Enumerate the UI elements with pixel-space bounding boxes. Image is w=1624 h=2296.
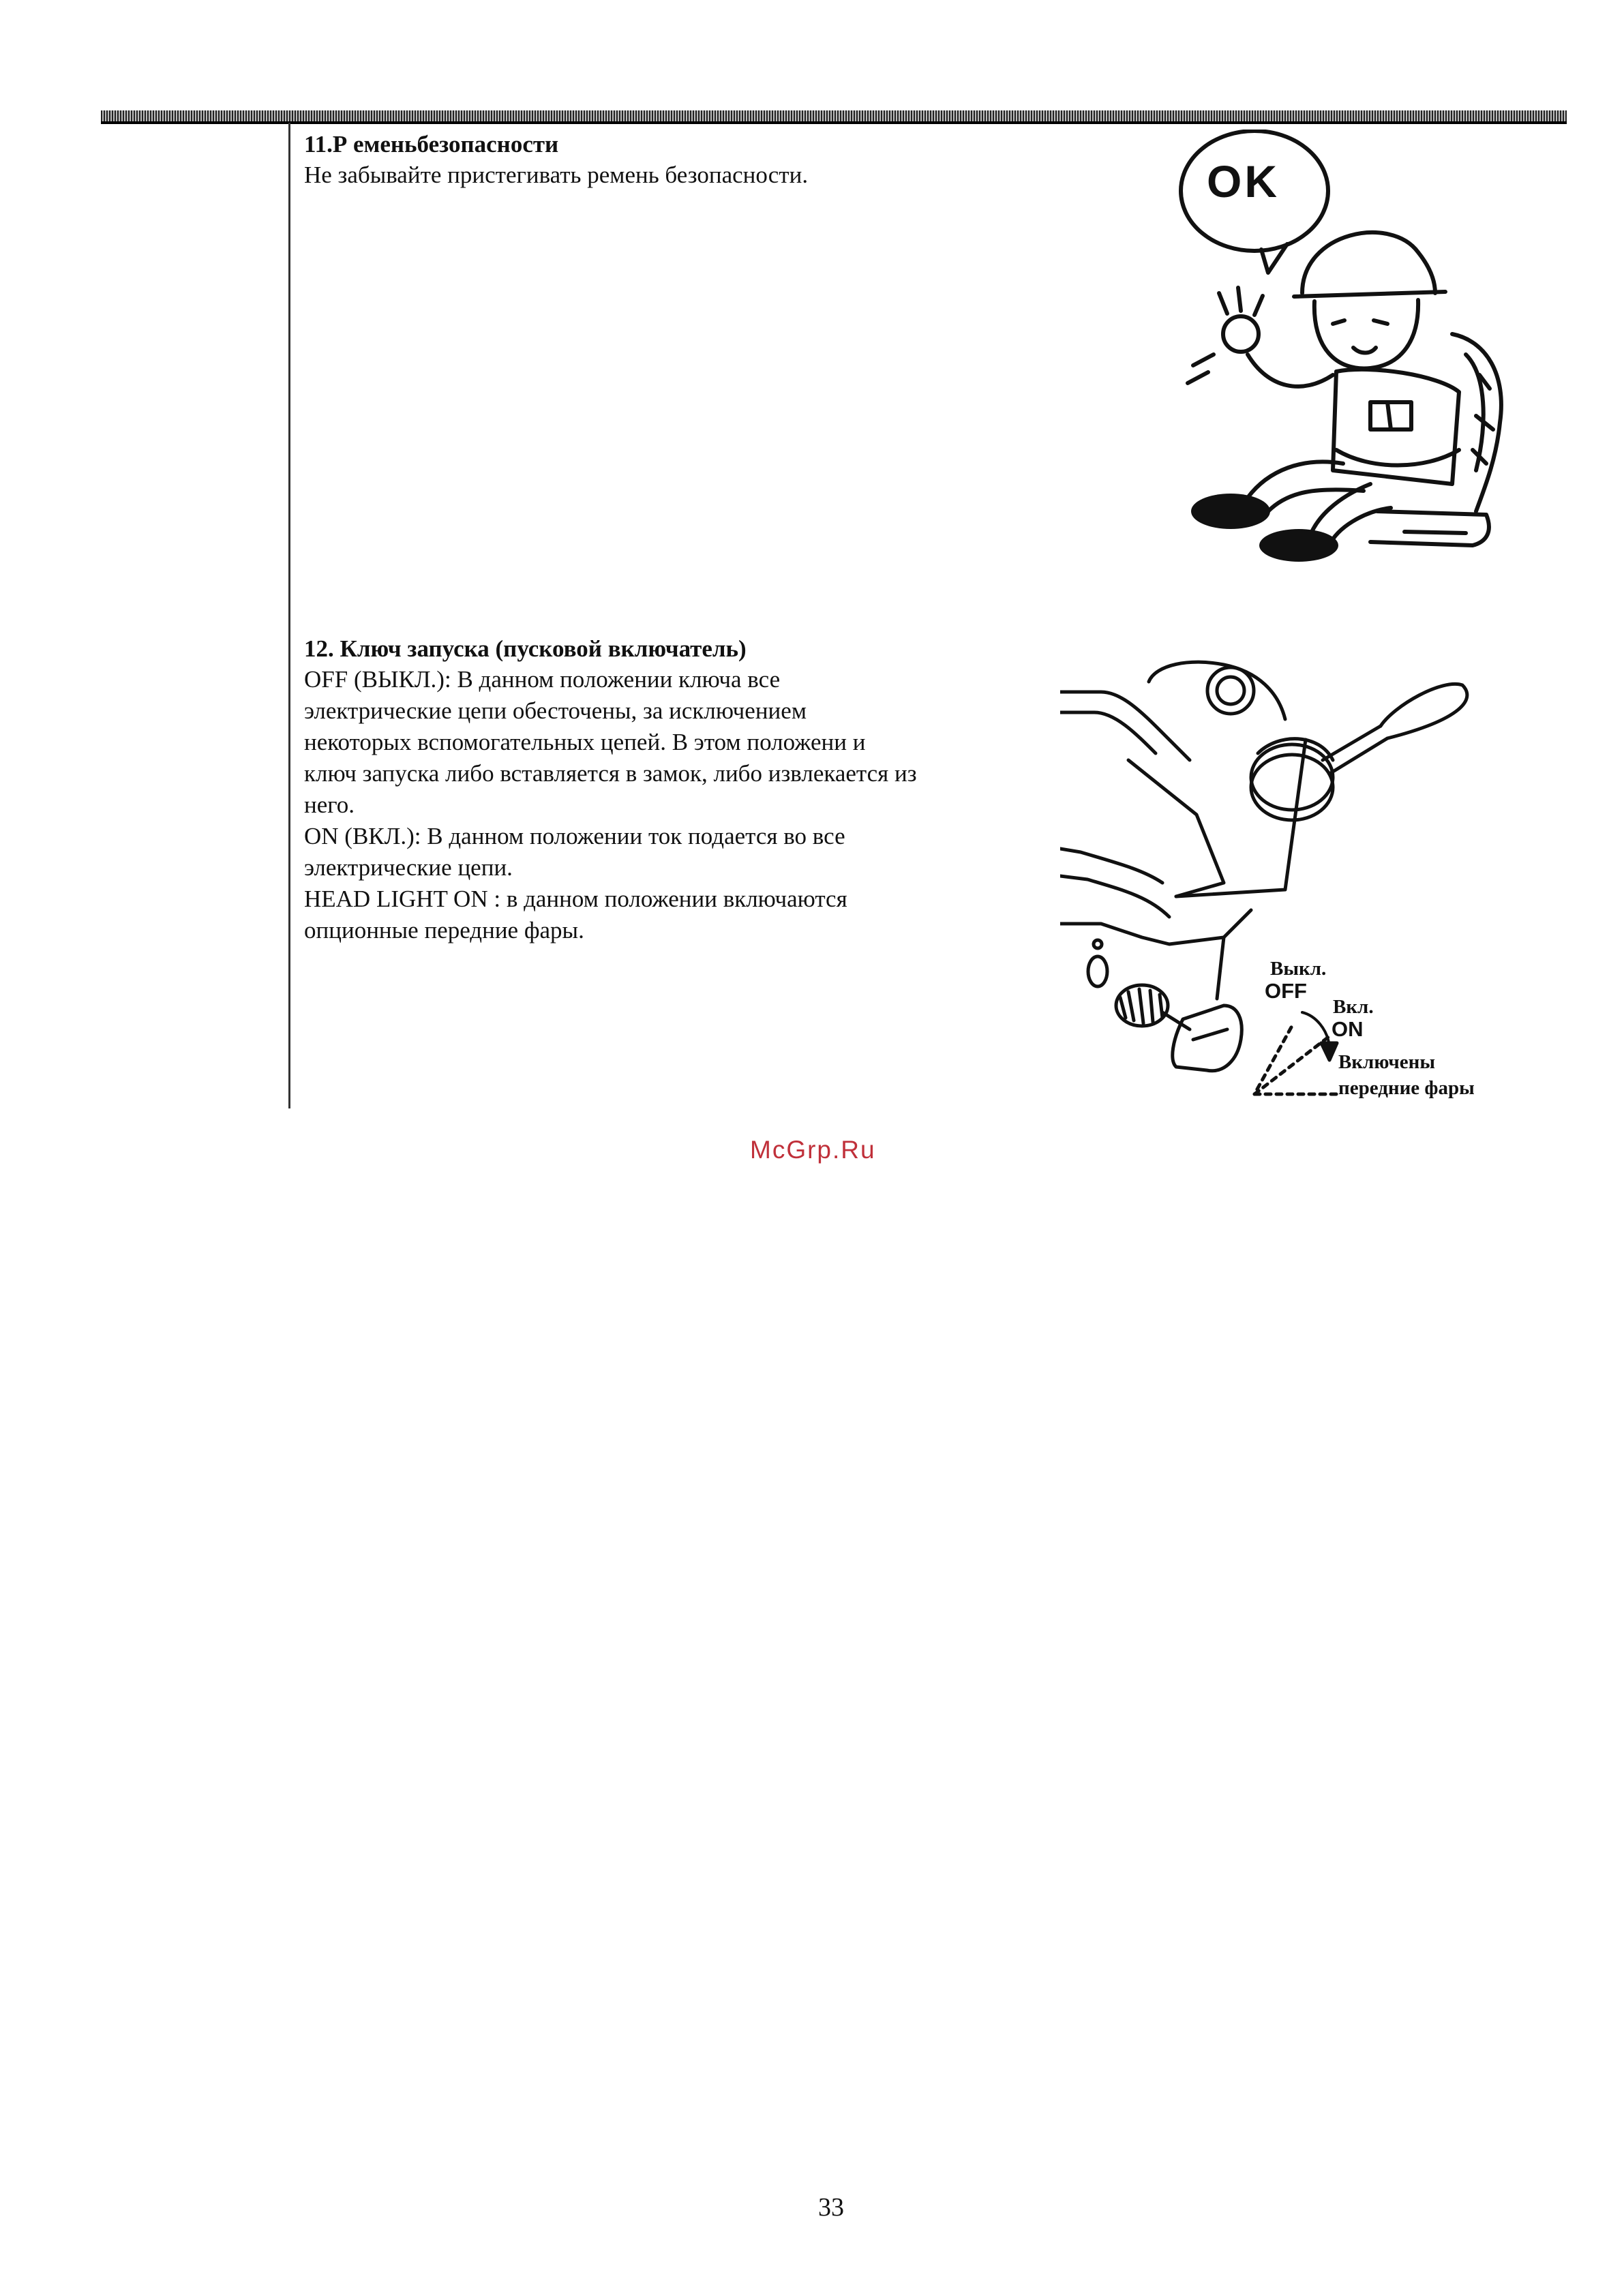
top-rule bbox=[101, 110, 1567, 121]
on-label-ru: Вкл. bbox=[1333, 996, 1374, 1018]
section-12-title: 12. Ключ запуска (пусковой включатель) bbox=[304, 635, 747, 662]
section-12-line: HEAD LIGHT ON : в данном положении включаются bbox=[304, 886, 847, 912]
section-12-body bbox=[304, 664, 917, 946]
headlights-label-line2: передние фары bbox=[1338, 1077, 1475, 1099]
section-12-line: ключ запуска либо вставляется в замок, либо извлекается из bbox=[304, 760, 917, 787]
section-11-line: Не забывайте пристегивать ремень безопасности. bbox=[304, 162, 809, 188]
section-11-body bbox=[304, 160, 808, 191]
watermark: McGrp.Ru bbox=[750, 1136, 876, 1164]
section-12-line: электрические цепи обесточены, за исключением bbox=[304, 697, 807, 724]
off-label-ru: Выкл. bbox=[1270, 958, 1327, 980]
section-12-line: ON (ВКЛ.): В данном положении ток подается во все bbox=[304, 823, 845, 849]
off-label-en: OFF bbox=[1265, 979, 1307, 1003]
section-12-line: опционные передние фары. bbox=[304, 917, 584, 943]
left-margin-rule bbox=[288, 123, 290, 1108]
section-12-line: него. bbox=[304, 791, 355, 818]
speech-bubble-text: OK bbox=[1207, 156, 1280, 207]
section-12-line: некоторых вспомогательных цепей. В этом положени и bbox=[304, 729, 866, 755]
section-12-line: электрические цепи. bbox=[304, 854, 513, 881]
page-number: 33 bbox=[818, 2193, 844, 2222]
seatbelt-illustration bbox=[1166, 130, 1520, 566]
ignition-illustration bbox=[1060, 658, 1531, 1108]
ignition-switch-icon bbox=[1060, 658, 1531, 1108]
headlights-label-line1: Включены bbox=[1338, 1051, 1435, 1073]
section-11-title: 11.Р еменьбезопасности bbox=[304, 131, 559, 157]
section-12-line: OFF (ВЫКЛ.): В данном положении ключа все bbox=[304, 666, 781, 693]
on-label-en: ON bbox=[1332, 1017, 1364, 1041]
